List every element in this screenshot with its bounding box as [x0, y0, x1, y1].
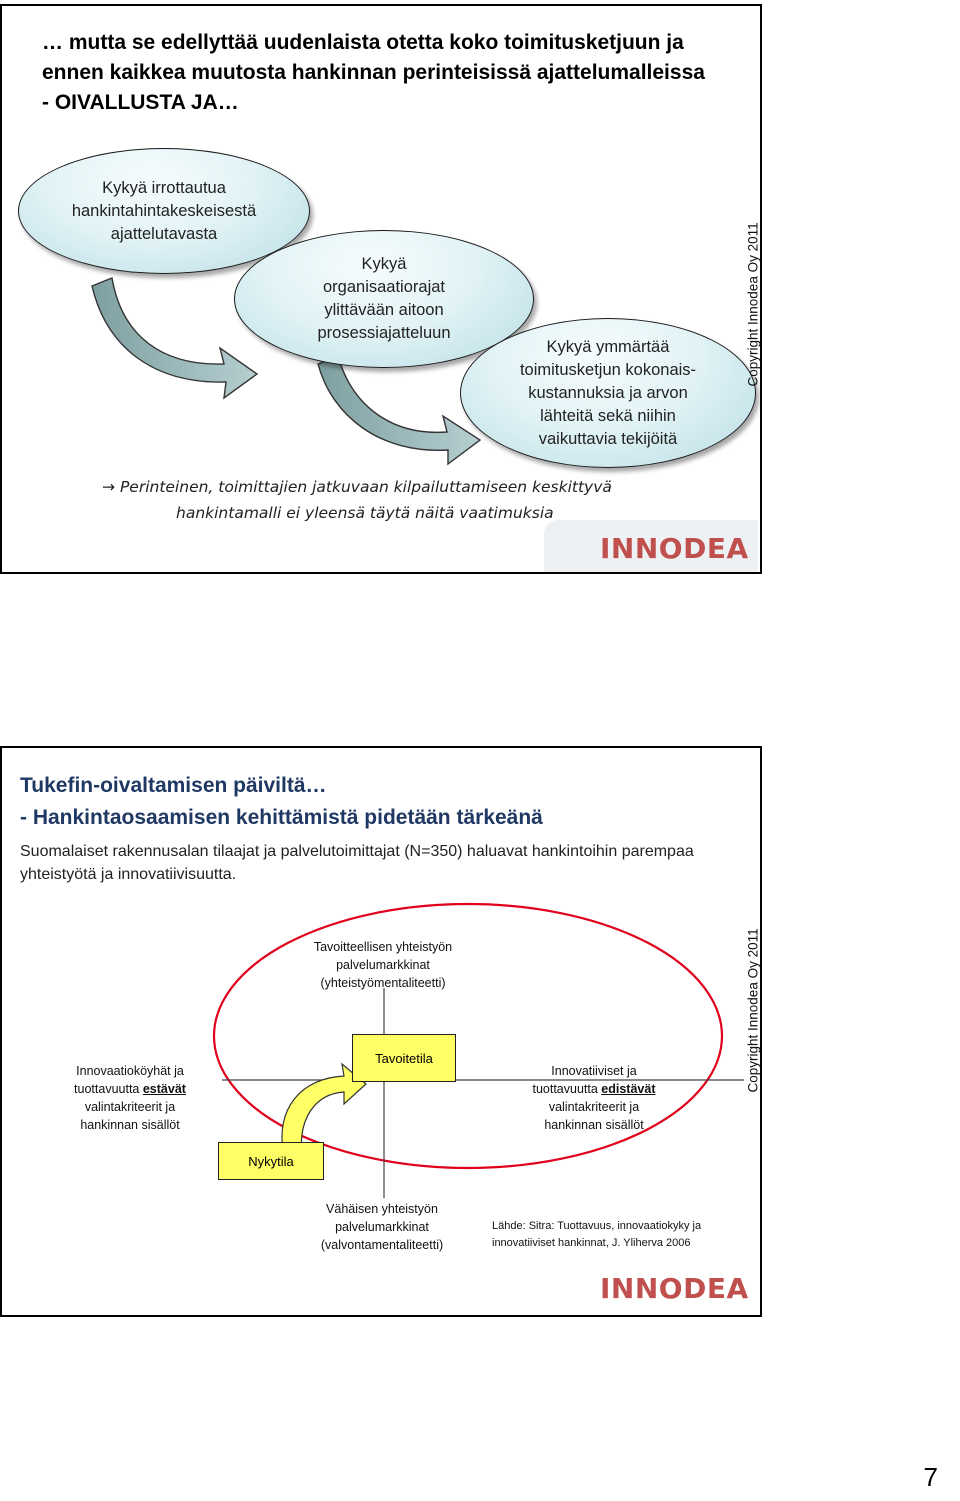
arrow-right-icon: → [102, 478, 115, 496]
top-label: Tavoitteellisen yhteistyön palvelumarkkinat (yhteistyömentaliteetti) [313, 940, 453, 990]
curved-arrow-2 [318, 356, 480, 464]
slide-2-body: Suomalaiset rakennusalan tilaajat ja palvelutoimittajat (N=350) haluavat hankintoihin parempaa yhteistyötä ja innovatiivisuutta. [20, 843, 694, 883]
left-label [40, 1062, 220, 1134]
innodea-logo-2: INNODEA [600, 1272, 749, 1305]
copyright-text-2: Copyright Innodea Oy 2011 [745, 928, 761, 1093]
note-text [102, 474, 722, 526]
left-label-line-2 [40, 1080, 220, 1098]
right-label-line-2a: tuottavuutta [532, 1082, 602, 1096]
left-label-line-2b: estävät [142, 1082, 186, 1096]
slide-2-title-line-1: Tukefin-oivaltamisen päiviltä… [20, 774, 327, 797]
oval-1: Kykyä irrottautua hankintahintakeskeisestä ajattelutavasta [18, 148, 310, 274]
oval-2: Kykyä organisaatiorajat ylittävään aitoon prosessiajatteluun [234, 230, 534, 368]
note-line-1: Perinteinen, toimittajien jatkuvaan kilpailuttamiseen keskittyvä [119, 478, 612, 496]
right-label-line-2 [502, 1080, 686, 1098]
page-number: 7 [923, 1462, 938, 1492]
source-note: Lähde: Sitra: Tuottavuus, innovaatiokyky ja innovatiiviset hankinnat, J. Yliherva 2006 [492, 1220, 702, 1249]
right-label-line-3: valintakriteerit ja [548, 1100, 640, 1114]
right-label-line-1: Innovatiiviset ja [551, 1064, 637, 1078]
slide-1-title: … mutta se edellyttää uudenlaista otetta koko toimitusketjuun ja ennen kaikkea muutosta hankinnan perinteisissä ajattelumalleissa - OIVALLUSTA JA… [42, 31, 705, 114]
left-label-line-3: valintakriteerit ja [84, 1100, 176, 1114]
left-label-line-4: hankinnan sisällöt [80, 1118, 180, 1132]
right-label [502, 1062, 686, 1134]
oval-3: Kykyä ymmärtää toimitusketjun kokonais- kustannuksia ja arvon lähteitä sekä niihin vaikuttavia tekijöitä [460, 318, 756, 468]
right-label-line-4: hankinnan sisällöt [544, 1118, 644, 1132]
left-label-line-1: Innovaatioköyhät ja [76, 1064, 184, 1078]
slide-2-title-line-2: - Hankintaosaamisen kehittämistä pidetään tärkeänä [20, 806, 543, 829]
bottom-label: Vähäisen yhteistyön palvelumarkkinat (valvontamentaliteetti) [320, 1202, 444, 1252]
slide-2 [0, 746, 762, 1317]
copyright-text: Copyright Innodea Oy 2011 [745, 222, 761, 387]
note-line-2: hankintamalli ei yleensä täytä näitä vaatimuksia [176, 504, 554, 522]
current-state-box: Nykytila [218, 1142, 324, 1180]
right-label-line-2b: edistävät [601, 1082, 656, 1096]
left-label-line-2a: tuottavuutta [74, 1082, 143, 1096]
target-state-box: Tavoitetila [352, 1034, 456, 1082]
slide-1 [0, 4, 762, 574]
curved-arrow-1 [92, 278, 257, 398]
innodea-logo: INNODEA [600, 532, 749, 565]
